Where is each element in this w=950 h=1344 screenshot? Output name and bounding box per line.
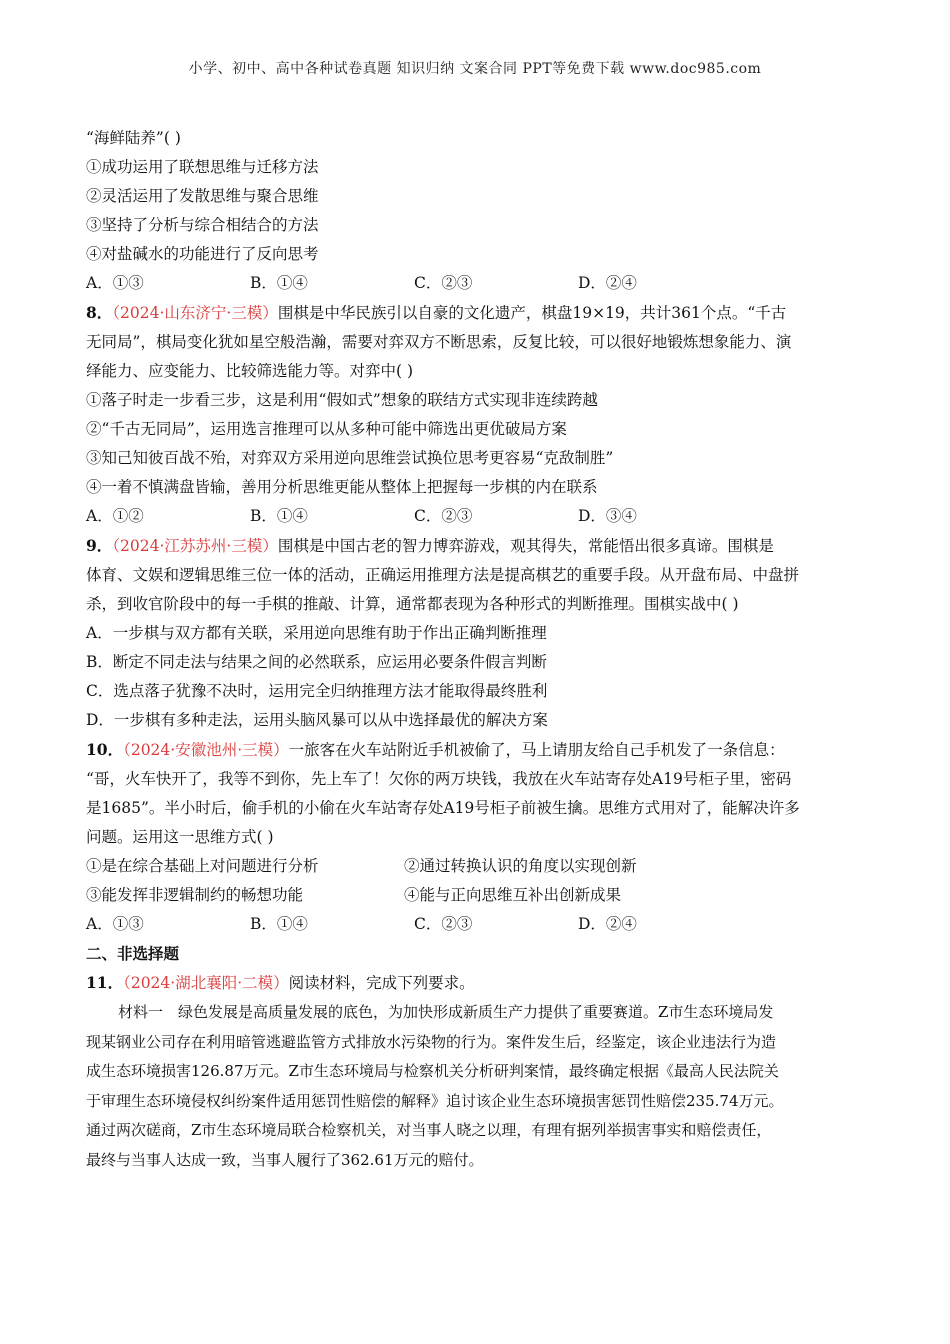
question-text: 围棋是中华民族引以自豪的文化遗产，棋盘19×19，共计361个点。“千古 bbox=[277, 304, 787, 322]
material-line: 通过两次磋商，Z市生态环境局联合检察机关，对当事人晓之以理，有理有据列举损害事实和赔偿责任， bbox=[86, 1121, 772, 1139]
question-number: 8． bbox=[86, 303, 113, 322]
q7-item: ②灵活运用了发散思维与聚合思维 bbox=[86, 187, 319, 205]
option-d: D．②④ bbox=[578, 274, 637, 292]
q10-items-row bbox=[86, 852, 866, 881]
material-line: 成生态环境损害126.87万元。Z市生态环境局与检察机关分析研判案情，最终确定根据《最高人民法院关 bbox=[86, 1062, 779, 1080]
q8-stem-line: 绎能力、应变能力、比较筛选能力等。对弈中( ) bbox=[86, 362, 414, 380]
q9-stem-line: 体育、文娱和逻辑思维三位一体的活动，正确运用推理方法是提高棋艺的重要手段。从开盘布局、中盘拼 bbox=[86, 566, 800, 584]
q9-choice-c: C．选点落子犹豫不决时，运用完全归纳推理方法才能取得最终胜利 bbox=[86, 682, 548, 700]
question-number: 10． bbox=[86, 740, 124, 759]
q10-items-row bbox=[86, 881, 866, 910]
q11-stem-line bbox=[86, 968, 866, 998]
question-number: 9． bbox=[86, 536, 113, 555]
question-source: （2024·山东济宁·三模） bbox=[112, 304, 278, 322]
q7-item: ①成功运用了联想思维与迁移方法 bbox=[86, 158, 319, 176]
material-line: 材料一 绿色发展是高质量发展的底色，为加快形成新质生产力提供了重要赛道。Z市生态环境局发 bbox=[118, 1003, 774, 1021]
page-header: 小学、初中、高中各种试卷真题 知识归纳 文案合同 PPT等免费下载 www.doc985.com bbox=[188, 61, 762, 77]
q9-stem-line: 杀，到收官阶段中的每一手棋的推敲、计算，通常都表现为各种形式的判断推理。围棋实战中( ) bbox=[86, 595, 739, 613]
q10-stem-line: 是1685”。半小时后，偷手机的小偷在火车站寄存处A19号柜子前被生擒。思维方式用对了，能解决许多 bbox=[86, 799, 800, 817]
q9-choice-d: D．一步棋有多种走法，运用头脑风暴可以从中选择最优的解决方案 bbox=[86, 711, 548, 729]
option-b: B．①④ bbox=[250, 915, 308, 933]
question-source: （2024·江苏苏州·三模） bbox=[112, 537, 278, 555]
q9-choice-a: A．一步棋与双方都有关联，采用逆向思维有助于作出正确判断推理 bbox=[86, 624, 547, 642]
q10-item: ③能发挥非逻辑制约的畅想功能 bbox=[86, 886, 304, 904]
section-heading: 二、非选择题 bbox=[86, 944, 180, 963]
q10-stem-line bbox=[86, 735, 866, 765]
option-c: C．②③ bbox=[414, 274, 473, 292]
option-a: A．①③ bbox=[86, 915, 144, 933]
question-source: （2024·安徽池州·三模） bbox=[123, 741, 289, 759]
q7-options bbox=[86, 269, 866, 298]
q8-options bbox=[86, 502, 866, 531]
option-c: C．②③ bbox=[414, 915, 473, 933]
q8-item: ①落子时走一步看三步，这是利用“假如式”想象的联结方式实现非连续跨越 bbox=[86, 391, 598, 409]
option-a: A．①③ bbox=[86, 274, 144, 292]
option-b: B．①④ bbox=[250, 507, 308, 525]
q8-item: ④一着不慎满盘皆输，善用分析思维更能从整体上把握每一步棋的内在联系 bbox=[86, 478, 598, 496]
q8-item: ②“千古无同局”，运用选言推理可以从多种可能中筛选出更优破局方案 bbox=[86, 420, 567, 438]
q7-stem-tail: “海鲜陆养”( ) bbox=[86, 129, 181, 147]
q10-stem-line: “哥，火车快开了，我等不到你，先上车了！欠你的两万块钱，我放在火车站寄存处A19号柜子里，密码 bbox=[86, 770, 792, 788]
question-source: （2024·湖北襄阳·二模） bbox=[123, 974, 289, 992]
q10-options bbox=[86, 910, 866, 939]
q10-item: ④能与正向思维互补出创新成果 bbox=[404, 886, 622, 904]
q7-item: ④对盐碱水的功能进行了反向思考 bbox=[86, 245, 319, 263]
q8-item: ③知己知彼百战不殆，对弈双方采用逆向思维尝试换位思考更容易“克敌制胜” bbox=[86, 449, 614, 467]
q8-stem-line: 无同局”，棋局变化犹如星空般浩瀚，需要对弈双方不断思索，反复比较，可以很好地锻炼想象能力、演 bbox=[86, 333, 792, 351]
document-body bbox=[86, 124, 866, 1175]
q9-choice-b: B．断定不同走法与结果之间的必然联系，应运用必要条件假言判断 bbox=[86, 653, 547, 671]
question-text: 一旅客在火车站附近手机被偷了，马上请朋友给自己手机发了一条信息： bbox=[288, 741, 785, 759]
material-line: 于审理生态环境侵权纠纷案件适用惩罚性赔偿的解释》追讨该企业生态环境损害惩罚性赔偿235.74万元。 bbox=[86, 1091, 784, 1110]
question-text: 围棋是中国古老的智力博弈游戏，观其得失，常能悟出很多真谛。围棋是 bbox=[277, 537, 774, 555]
option-d: D．②④ bbox=[578, 915, 637, 933]
option-b: B．①④ bbox=[250, 274, 308, 292]
q8-stem-line bbox=[86, 298, 866, 328]
question-text: 阅读材料，完成下列要求。 bbox=[288, 974, 475, 992]
q9-stem-line bbox=[86, 531, 866, 561]
material-paragraph bbox=[86, 998, 866, 1175]
q7-item: ③坚持了分析与综合相结合的方法 bbox=[86, 216, 319, 234]
q10-item: ②通过转换认识的角度以实现创新 bbox=[404, 857, 637, 875]
q10-stem-line: 问题。运用这一思维方式( ) bbox=[86, 828, 274, 846]
q10-item: ①是在综合基础上对问题进行分析 bbox=[86, 857, 319, 875]
question-number: 11． bbox=[86, 973, 124, 992]
material-line: 现某钢业公司存在利用暗管逃避监管方式排放水污染物的行为。案件发生后，经鉴定，该企业违法行为造 bbox=[86, 1032, 777, 1051]
option-a: A．①② bbox=[86, 507, 144, 525]
option-d: D．③④ bbox=[578, 507, 637, 525]
option-c: C．②③ bbox=[414, 507, 473, 525]
material-line: 最终与当事人达成一致，当事人履行了362.61万元的赔付。 bbox=[86, 1150, 484, 1169]
